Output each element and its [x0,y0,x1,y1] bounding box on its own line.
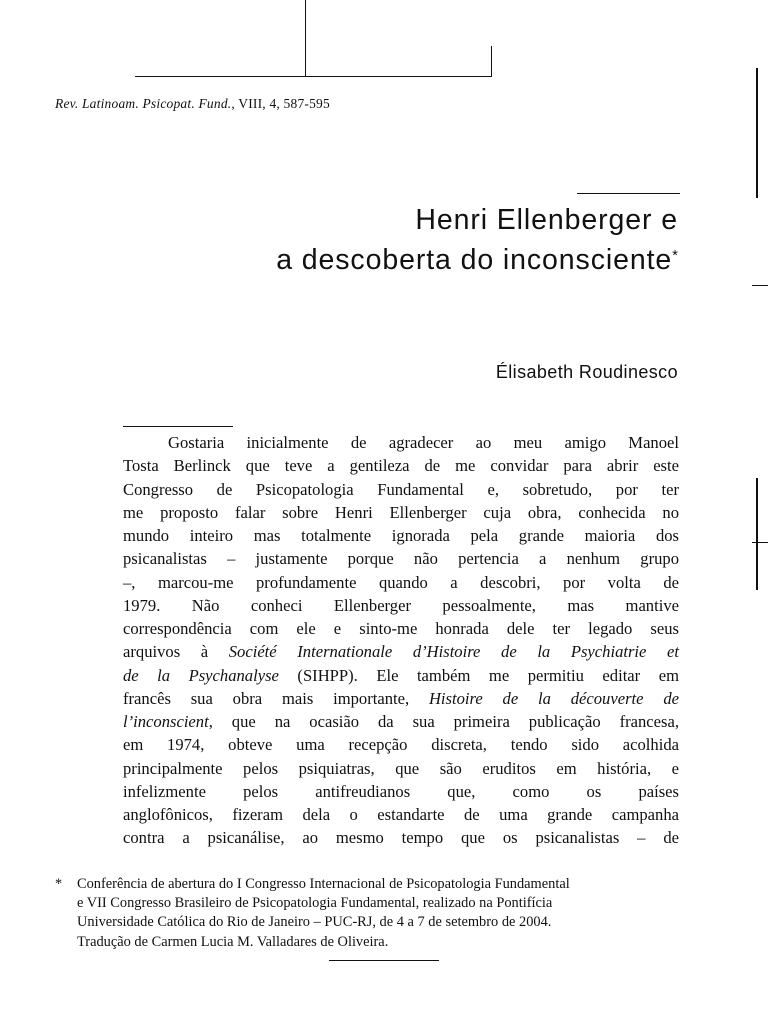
body-italic-run: l’inconscient [123,712,209,731]
body-paragraph [123,431,679,850]
body-line [123,664,679,687]
footnote-line: Universidade Católica do Rio de Janeiro – PUC-RJ, de 4 a 7 de setembro de 2004. [77,914,552,931]
body-line: principalmente pelos psiquiatras, que são eruditos em história, e [123,758,679,778]
title-line-2-text: a descoberta do inconsciente [276,244,673,276]
body-line: me proposto falar sobre Henri Ellenberger cuja obra, conhecida no [123,502,679,522]
body-line: Congresso de Psicopatologia Fundamental e, sobretudo, por ter [123,479,679,499]
right-edge-mark-lower [756,478,758,590]
footnote [55,875,695,952]
body-text-run: (SIHPP). Ele também me permitiu editar em [278,665,679,685]
footnote-line: Conferência de abertura do I Congresso Internacional de Psicopatologia Fundamental [77,876,570,892]
body-line: anglofônicos, fizeram dela o estandarte de uma grande campanha [123,805,679,824]
title-rule [577,193,680,194]
body-line [123,710,679,733]
body-line: Gostaria inicialmente de agradecer ao meu amigo Manoel [168,433,679,452]
body-line: Tosta Berlinck que teve a gentileza de me convidar para abrir este [123,456,679,476]
body-line [123,687,679,710]
right-edge-mark-upper [756,68,758,198]
body-line: em 1974, obteve uma recepção discreta, tendo sido acolhida [123,735,679,755]
article-title [118,202,678,278]
body-text-run: arquivos à [123,642,229,662]
journal-volume: , VIII, 4, 587-595 [231,96,330,111]
footnote-mark: * [55,876,63,892]
body-separator-rule [123,426,233,427]
top-right-vertical-rule [491,46,492,77]
top-horizontal-rule [135,76,491,77]
right-edge-tick-lower [752,542,768,543]
body-line: –, marcou-me profundamente quando a descobri, por volta de [123,572,679,592]
author-name: Élisabeth Roudinesco [495,362,678,382]
body-line: infelizmente pelos antifreudianos que, como os países [123,781,679,801]
body-text-run: , que na ocasião da sua primeira publicação francesa, [208,712,679,731]
body-line: correspondência com ele e sinto-me honrada dele ter legado seus [123,619,679,638]
body-text-run: francês sua obra mais importante, [123,688,429,708]
footnote-line: Tradução de Carmen Lucia M. Valladares de Oliveira. [77,933,389,950]
journal-name: Rev. Latinoam. Psicopat. Fund. [55,96,232,111]
footer-rule [329,960,439,961]
title-line-2 [118,238,678,278]
body-italic-run: de la Psychanalyse [123,665,279,685]
title-footnote-mark: * [672,247,678,264]
right-edge-tick-upper [752,285,768,286]
body-line: contra a psicanálise, ao mesmo tempo que os psicanalistas – de [123,828,679,848]
footnote-line: e VII Congresso Brasileiro de Psicopatologia Fundamental, realizado na Pontifícia [77,895,553,912]
body-line [123,640,679,663]
body-italic-run: Histoire de la découverte de [428,688,679,708]
body-line: mundo inteiro mas totalmente ignorada pela grande maioria dos [123,526,679,545]
body-italic-run: Société Internationale d’Histoire de la Psychiatrie et [228,642,680,662]
body-line: psicanalistas – justamente porque não pertencia a nenhum grupo [123,549,679,569]
title-line-1: Henri Ellenberger e [415,204,678,236]
top-center-vertical-rule [305,0,306,76]
body-line: 1979. Não conheci Ellenberger pessoalmente, mas mantive [123,595,679,615]
journal-reference [55,96,330,112]
